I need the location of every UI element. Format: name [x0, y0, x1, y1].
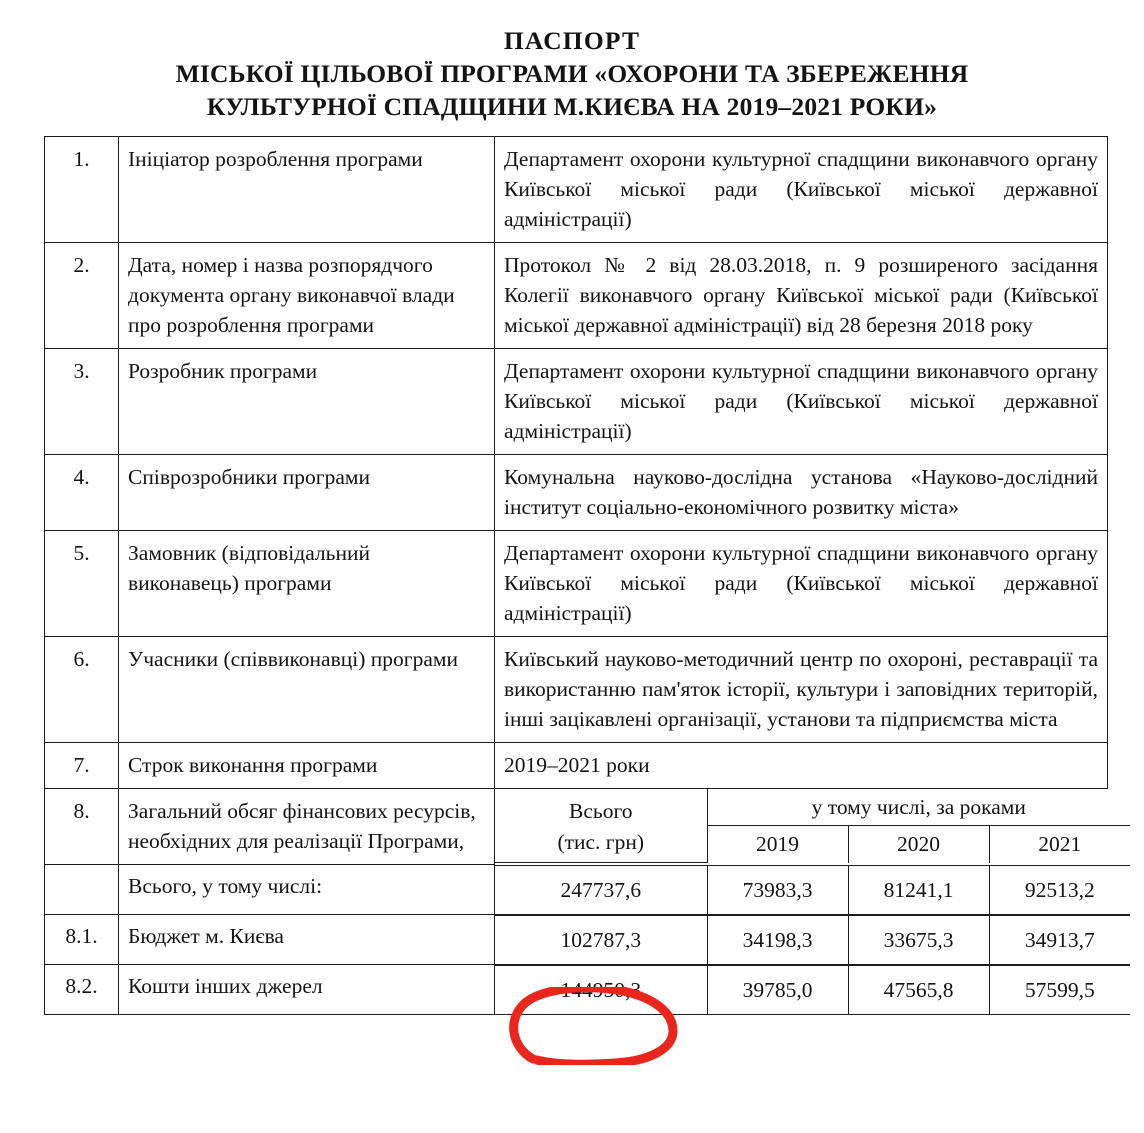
- row-value: Департамент охорони культурної спадщини виконавчого органу Київської міської ради (Київської міської державної адміністрації): [495, 349, 1108, 455]
- row-label: Всього, у тому числі:: [119, 865, 495, 915]
- row-label: Строк виконання програми: [119, 743, 495, 789]
- total-header-line-1: Всього: [569, 799, 633, 823]
- amount-2020: 33675,3: [848, 915, 989, 964]
- table-row: [45, 455, 1108, 531]
- title-line-3: КУЛЬТУРНОЇ СПАДЩИНИ М.КИЄВА НА 2019–2021 РОКИ»: [206, 92, 938, 121]
- row-label: Бюджет м. Києва: [119, 915, 495, 965]
- total-amount: 144950,3: [495, 965, 707, 1014]
- total-amount: 102787,3: [495, 915, 707, 964]
- row-label: Ініціатор розроблення програми: [119, 137, 495, 243]
- row-number: 4.: [45, 455, 119, 531]
- row-label: Співрозробники програми: [119, 455, 495, 531]
- amount-2019: 34198,3: [707, 915, 848, 964]
- row-label: Загальний обсяг фінансових ресурсів, необхідних для реалізації Програми,: [119, 789, 495, 865]
- amount-2020: 47565,8: [848, 965, 989, 1014]
- amount-2020: 81241,1: [848, 865, 989, 914]
- finance-values-grid: [495, 865, 1108, 915]
- row-value: Протокол № 2 від 28.03.2018, п. 9 розширеного засідання Колегії виконавчого органу Київської міської ради (Київської міської державної адміністрації) від 28 березня 2018 року: [495, 243, 1108, 349]
- table-row: [45, 531, 1108, 637]
- table-row-finance-total: [45, 865, 1108, 915]
- row-number: [45, 865, 119, 915]
- passport-table: [44, 136, 1108, 1015]
- finance-values-grid: [495, 965, 1108, 1015]
- table-row: [45, 637, 1108, 743]
- years-group-header: у тому числі, за роками: [707, 789, 1130, 826]
- row-value: Київський науково-методичний центр по охороні, реставрації та використанню пам'яток історії, культури і заповідних територій, інші зацікавлені організації, установи та підприємства міста: [495, 637, 1108, 743]
- row-label: Замовник (відповідальний виконавець) програми: [119, 531, 495, 637]
- amount-2019: 39785,0: [707, 965, 848, 1014]
- amount-2021: 57599,5: [989, 965, 1130, 1014]
- title-line-2: МІСЬКОЇ ЦІЛЬОВОЇ ПРОГРАМИ «ОХОРОНИ ТА ЗБЕРЕЖЕННЯ: [175, 59, 969, 88]
- row-label: Розробник програми: [119, 349, 495, 455]
- row-number: 8.: [45, 789, 119, 865]
- table-row: [45, 243, 1108, 349]
- row-number: 3.: [45, 349, 119, 455]
- amount-2019: 73983,3: [707, 865, 848, 914]
- row-number: 8.2.: [45, 965, 119, 1015]
- row-label: Учасники (співвиконавці) програми: [119, 637, 495, 743]
- row-value: Комунальна науково-дослідна установа «Науково-дослідний інститут соціально-економічного розвитку міста»: [495, 455, 1108, 531]
- page-title: [0, 24, 1144, 123]
- table-row: [45, 137, 1108, 243]
- amount-2021: 34913,7: [989, 915, 1130, 964]
- row-value: Департамент охорони культурної спадщини виконавчого органу Київської міської ради (Київської міської державної адміністрації): [495, 531, 1108, 637]
- table-row: [45, 743, 1108, 789]
- finance-header-grid: [495, 789, 1108, 865]
- row-number: 1.: [45, 137, 119, 243]
- table-row: [45, 349, 1108, 455]
- row-label: Кошти інших джерел: [119, 965, 495, 1015]
- table-row-finance-82: [45, 965, 1108, 1015]
- row-number: 2.: [45, 243, 119, 349]
- total-amount: 247737,6: [495, 865, 707, 914]
- row-value: 2019–2021 роки: [495, 743, 1108, 789]
- row-number: 5.: [45, 531, 119, 637]
- amount-2021: 92513,2: [989, 865, 1130, 914]
- year-header-2019: 2019: [707, 826, 848, 863]
- row-number: 6.: [45, 637, 119, 743]
- row-number: 7.: [45, 743, 119, 789]
- total-header-line-2: (тис. грн): [557, 830, 645, 854]
- row-number: 8.1.: [45, 915, 119, 965]
- total-column-header: [495, 789, 707, 863]
- row-value: Департамент охорони культурної спадщини виконавчого органу Київської міської ради (Київської міської державної адміністрації): [495, 137, 1108, 243]
- year-header-2021: 2021: [989, 826, 1130, 863]
- finance-values-grid: [495, 915, 1108, 965]
- title-line-1: ПАСПОРТ: [503, 26, 641, 55]
- table-row-finance-81: [45, 915, 1108, 965]
- table-row-finance-header: [45, 789, 1108, 865]
- row-label: Дата, номер і назва розпорядчого документа органу виконавчої влади про розроблення програми: [119, 243, 495, 349]
- year-header-2020: 2020: [848, 826, 989, 863]
